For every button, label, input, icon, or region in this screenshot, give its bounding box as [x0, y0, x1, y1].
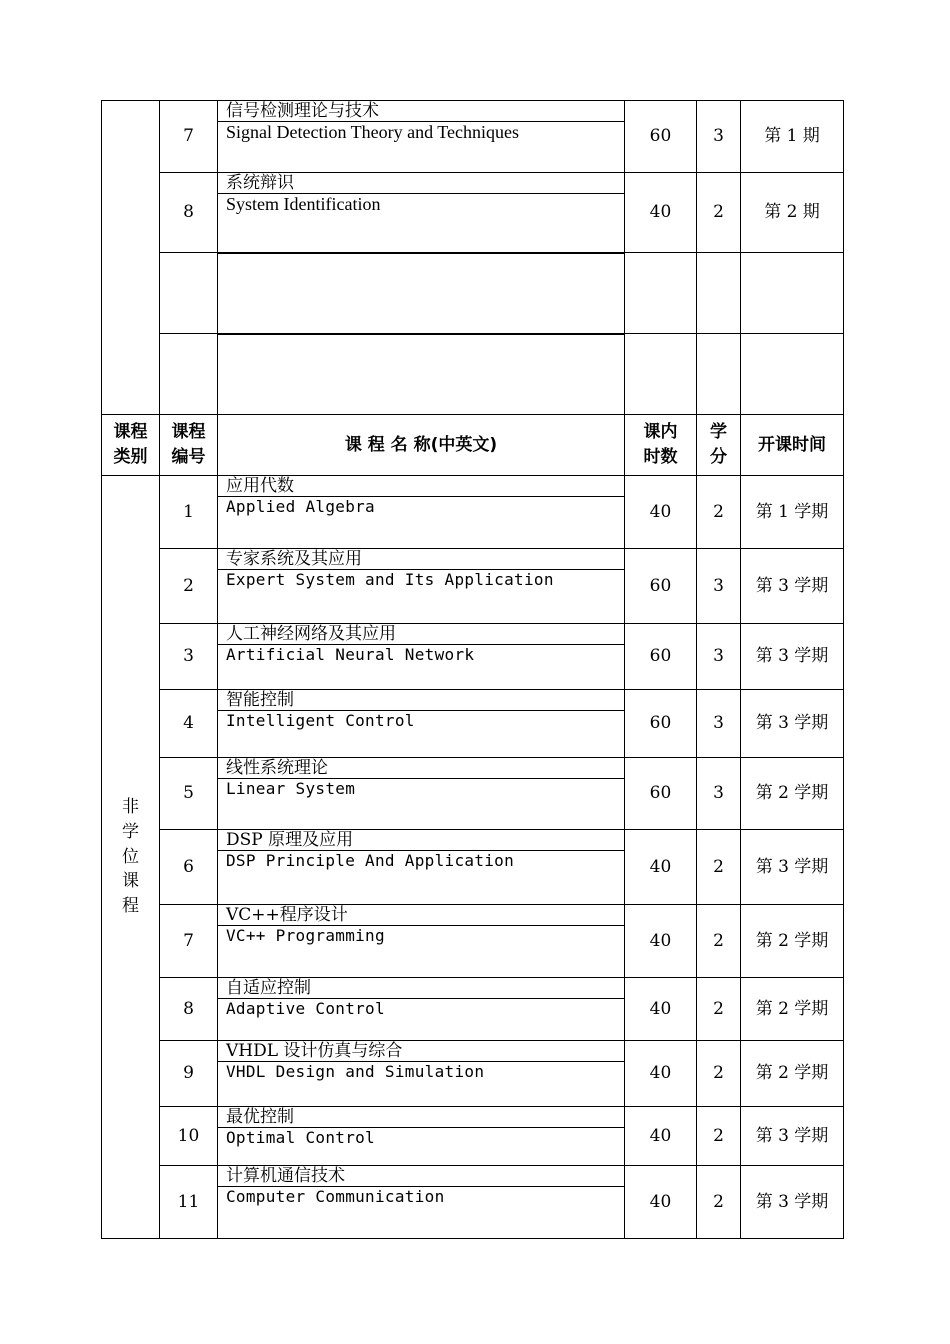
course-name-en: VHDL Design and Simulation	[226, 1062, 485, 1082]
course-table	[101, 100, 844, 1239]
table-row	[102, 758, 844, 830]
course-number: 6	[160, 830, 218, 905]
course-number: 3	[160, 624, 218, 690]
course-name-zh: 信号检测理论与技术	[218, 101, 624, 122]
course-name-zh: 专家系统及其应用	[218, 549, 624, 570]
course-hours: 40	[625, 830, 697, 905]
course-hours: 60	[625, 624, 697, 690]
course-name-en: System Identification	[226, 194, 381, 215]
category-label: 非学位课程	[122, 797, 139, 916]
table-header-row	[102, 415, 844, 476]
table-row	[102, 830, 844, 905]
course-name-en: Expert System and Its Application	[226, 570, 554, 590]
course-name-cell	[218, 624, 625, 690]
course-term: 第 1 期	[741, 101, 844, 173]
course-name-en: Adaptive Control	[226, 999, 385, 1019]
course-credits: 2	[697, 173, 741, 253]
course-name-cell	[218, 173, 625, 253]
course-hours: 60	[625, 549, 697, 624]
course-number: 2	[160, 549, 218, 624]
course-name-en: Signal Detection Theory and Techniques	[226, 122, 520, 143]
category-cell-top	[102, 101, 160, 415]
course-name-zh: 最优控制	[218, 1107, 624, 1128]
course-name-en: Computer Communication	[226, 1187, 445, 1207]
course-name-en: VC++ Programming	[226, 926, 385, 946]
course-hours	[625, 334, 697, 415]
course-name-en: Applied Algebra	[226, 497, 375, 517]
course-credits	[697, 253, 741, 334]
course-term: 第 3 学期	[741, 830, 844, 905]
category-cell	[102, 476, 160, 1239]
table-row	[102, 476, 844, 549]
course-credits: 3	[697, 624, 741, 690]
course-name-cell	[218, 1166, 625, 1239]
course-name-cell	[218, 690, 625, 758]
course-hours: 60	[625, 690, 697, 758]
table-row	[102, 978, 844, 1041]
course-number: 7	[160, 101, 218, 173]
course-term: 第 2 学期	[741, 978, 844, 1041]
course-credits: 2	[697, 476, 741, 549]
course-term: 第 3 学期	[741, 549, 844, 624]
course-name-en: Intelligent Control	[226, 711, 415, 731]
course-hours: 40	[625, 476, 697, 549]
course-name-zh: VHDL 设计仿真与综合	[218, 1041, 624, 1062]
course-term: 第 3 学期	[741, 624, 844, 690]
course-name-zh: DSP 原理及应用	[218, 830, 624, 851]
table-row	[102, 334, 844, 415]
course-name-cell	[218, 758, 625, 830]
header-credits: 学分	[697, 415, 741, 476]
course-number	[160, 253, 218, 334]
course-credits: 2	[697, 978, 741, 1041]
course-credits: 3	[697, 758, 741, 830]
course-number: 8	[160, 173, 218, 253]
course-credits: 2	[697, 905, 741, 978]
course-number: 4	[160, 690, 218, 758]
header-term: 开课时间	[741, 415, 844, 476]
course-name-zh: 自适应控制	[218, 978, 624, 999]
course-number: 10	[160, 1107, 218, 1166]
course-number: 7	[160, 905, 218, 978]
course-name-cell	[218, 476, 625, 549]
course-credits: 3	[697, 549, 741, 624]
course-hours: 40	[625, 1107, 697, 1166]
course-credits: 2	[697, 1041, 741, 1107]
course-name-cell	[218, 1107, 625, 1166]
course-name-en: Optimal Control	[226, 1128, 375, 1148]
course-name-en: DSP Principle And Application	[226, 851, 515, 871]
course-number	[160, 334, 218, 415]
course-number: 5	[160, 758, 218, 830]
course-term: 第 2 期	[741, 173, 844, 253]
course-name-en: Artificial Neural Network	[226, 645, 475, 665]
course-name-cell	[218, 101, 625, 173]
table-row	[102, 1166, 844, 1239]
course-term: 第 3 学期	[741, 1107, 844, 1166]
table-row	[102, 101, 844, 173]
course-name-cell	[218, 253, 625, 334]
course-credits: 2	[697, 830, 741, 905]
course-credits	[697, 334, 741, 415]
course-name-en: Linear System	[226, 779, 356, 799]
course-term: 第 2 学期	[741, 758, 844, 830]
course-hours: 40	[625, 905, 697, 978]
course-hours: 40	[625, 1166, 697, 1239]
course-hours: 60	[625, 101, 697, 173]
course-name-zh: 智能控制	[218, 690, 624, 711]
course-number: 8	[160, 978, 218, 1041]
course-name-cell	[218, 978, 625, 1041]
header-number: 课程编号	[160, 415, 218, 476]
course-hours: 40	[625, 978, 697, 1041]
table-row	[102, 690, 844, 758]
course-name-cell	[218, 334, 625, 415]
course-name-zh: 计算机通信技术	[218, 1166, 624, 1187]
course-number: 11	[160, 1166, 218, 1239]
course-name-zh: VC++程序设计	[218, 905, 624, 926]
table-row	[102, 1041, 844, 1107]
table-row	[102, 624, 844, 690]
course-term: 第 1 学期	[741, 476, 844, 549]
course-hours	[625, 253, 697, 334]
course-credits: 3	[697, 690, 741, 758]
course-hours: 60	[625, 758, 697, 830]
course-hours: 40	[625, 1041, 697, 1107]
course-name-zh: 线性系统理论	[218, 758, 624, 779]
course-term: 第 2 学期	[741, 905, 844, 978]
header-hours: 课内时数	[625, 415, 697, 476]
course-term	[741, 334, 844, 415]
course-number: 1	[160, 476, 218, 549]
course-term: 第 3 学期	[741, 1166, 844, 1239]
course-term: 第 3 学期	[741, 690, 844, 758]
course-name-zh: 系统辩识	[218, 173, 624, 194]
course-name-zh: 人工神经网络及其应用	[218, 624, 624, 645]
course-term: 第 2 学期	[741, 1041, 844, 1107]
course-name-zh	[218, 253, 624, 254]
course-name-cell	[218, 1041, 625, 1107]
table-row	[102, 173, 844, 253]
course-term	[741, 253, 844, 334]
table-row	[102, 1107, 844, 1166]
header-name: 课 程 名 称(中英文)	[218, 415, 625, 476]
course-number: 9	[160, 1041, 218, 1107]
course-name-cell	[218, 549, 625, 624]
course-name-zh	[218, 334, 624, 335]
table-row	[102, 905, 844, 978]
course-hours: 40	[625, 173, 697, 253]
course-name-zh: 应用代数	[218, 476, 624, 497]
course-credits: 3	[697, 101, 741, 173]
header-category: 课程类别	[102, 415, 160, 476]
course-name-cell	[218, 905, 625, 978]
course-credits: 2	[697, 1166, 741, 1239]
table-row	[102, 253, 844, 334]
course-name-cell	[218, 830, 625, 905]
course-credits: 2	[697, 1107, 741, 1166]
table-row	[102, 549, 844, 624]
